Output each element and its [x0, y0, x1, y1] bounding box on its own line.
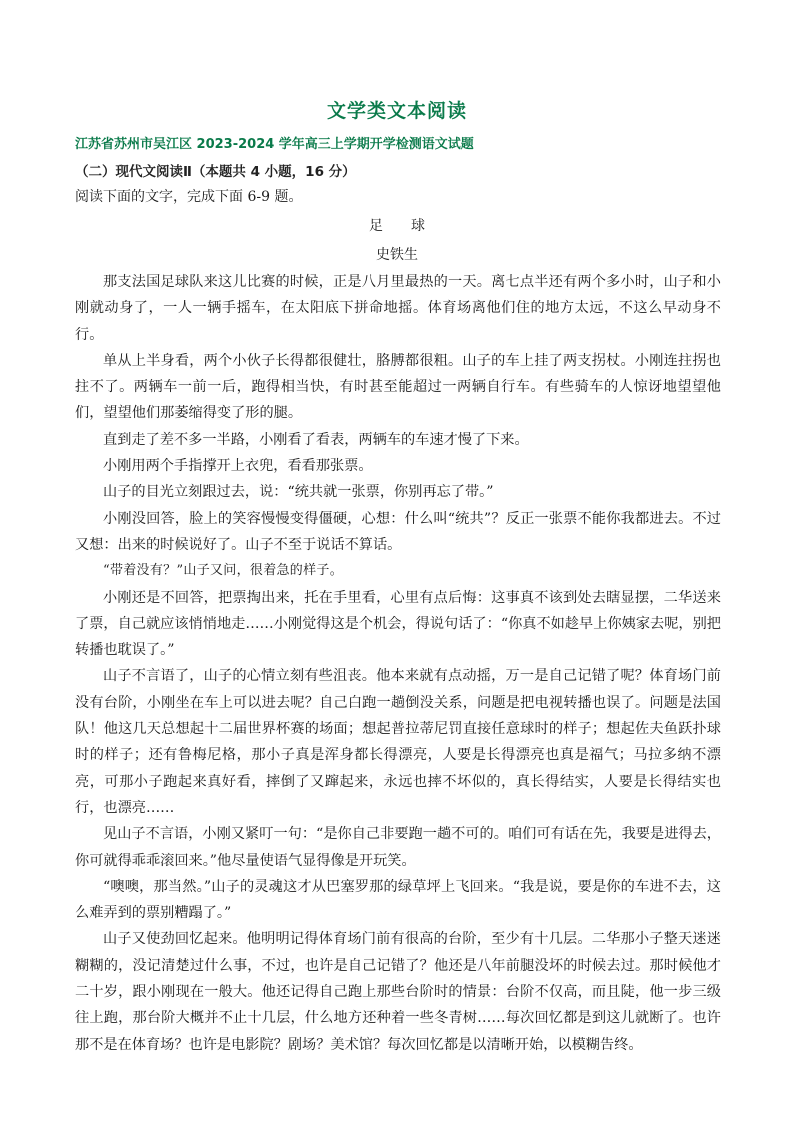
story-author: 史铁生: [376, 247, 418, 263]
paragraph: 见山子不言语，小刚又紧叮一句：“是你自己非要跑一趟不可的。咱们可有话在先，我要是进得去，你可就得乖乖滚回来。”他尽量使语气显得像是开玩笑。: [75, 826, 721, 869]
paragraph: 单从上半身看，两个小伙子长得都很健壮，胳膊都很粗。山子的车上挂了两支拐杖。小刚连拄拐也拄不了。两辆车一前一后，跑得相当快，有时甚至能超过一两辆自行车。有些骑车的人惊讶地望望他们，望望他们那萎缩得变了形的腿。: [75, 352, 721, 422]
paragraph: “噢噢，那当然。”山子的灵魂这才从巴塞罗那的绿草坪上飞回来。“我是说，要是你的车进不去，这么难弄到的票别糟蹋了。”: [75, 878, 721, 922]
paragraph: 小刚用两个手指撑开上衣兜，看看那张票。: [103, 458, 373, 475]
paragraph: “带着没有？”山子又问，很着急的样子。: [103, 563, 343, 579]
document-title: 文学类文本阅读: [326, 100, 467, 122]
story-body: [75, 269, 721, 1058]
reading-instruction: 阅读下面的文字，完成下面 6-9 题。: [75, 189, 303, 205]
story-title: 足球: [369, 218, 453, 234]
paragraph: 那支法国足球队来这儿比赛的时候，正是八月里最热的一天。离七点半还有两个多小时，山子和小刚就动身了，一人一辆手摇车，在太阳底下拼命地摇。体育场离他们住的地方太远，不这么早动身不行。: [75, 274, 721, 343]
exam-source: 江苏省苏州市吴江区 2023-2024 学年高三上学期开学检测语文试题: [75, 137, 474, 152]
paragraph: 山子的目光立刻跟过去，说：“统共就一张票，你别再忘了带。”: [103, 484, 494, 501]
paragraph: 山子又使劲回忆起来。他明明记得体育场门前有很高的台阶，至少有十几层。二华那小子整天迷迷糊糊的，没记清楚过什么事，不过，也许是自己记错了？他还是八年前腿没坏的时候去过。那时候他才二十岁，跟小刚现在一般大。他还记得自己跑上那些台阶时的情景：台阶不仅高，而且陡，他一步三级往上跑，那台阶大概并不止十几层，什么地方还种着一些冬青树……每次回忆都是到这儿就断了。也许那不是在体育场？也许是电影院？剧场？美术馆？每次回忆都是以清晰开始，以模糊告终。: [75, 931, 721, 1053]
paragraph: 山子不言语了，山子的心情立刻有些沮丧。他本来就有点动摇，万一是自己记错了呢？体育场门前没有台阶，小刚坐在车上可以进去呢？自己白跑一趟倒没关系，问题是把电视转播也误了。问题是法国队！他这几天总想起十二届世界杯赛的场面；想起普拉蒂尼罚直接任意球时的样子；想起佐夫鱼跃扑球时的样子；还有鲁梅尼格，那小子真是浑身都长得漂亮，人要是长得漂亮也真是福气；马拉多纳不漂亮，可那小子跑起来真好看，摔倒了又蹿起来，永远也摔不坏似的，真长得结实，人要是长得结实也行，也漂亮……: [75, 668, 721, 816]
section-heading: （二）现代文阅读Ⅱ（本题共 4 小题，16 分）: [75, 164, 356, 180]
paragraph: 小刚还是不回答，把票掏出来，托在手里看，心里有点后悔：这事真不该到处去瞎显摆，二华送来了票，自己就应该悄悄地走……小刚觉得这是个机会，得说句话了：“你真不如趁早上你姨家去呢，别把转播也耽误了。”: [75, 589, 721, 659]
paragraph: 小刚没回答，脸上的笑容慢慢变得僵硬，心想：什么叫“统共”？反正一张票不能你我都进去。不过又想：出来的时候说好了。山子不至于说话不算话。: [75, 510, 721, 553]
paragraph: 直到走了差不多一半路，小刚看了看表，两辆车的车速才慢了下来。: [103, 431, 529, 448]
